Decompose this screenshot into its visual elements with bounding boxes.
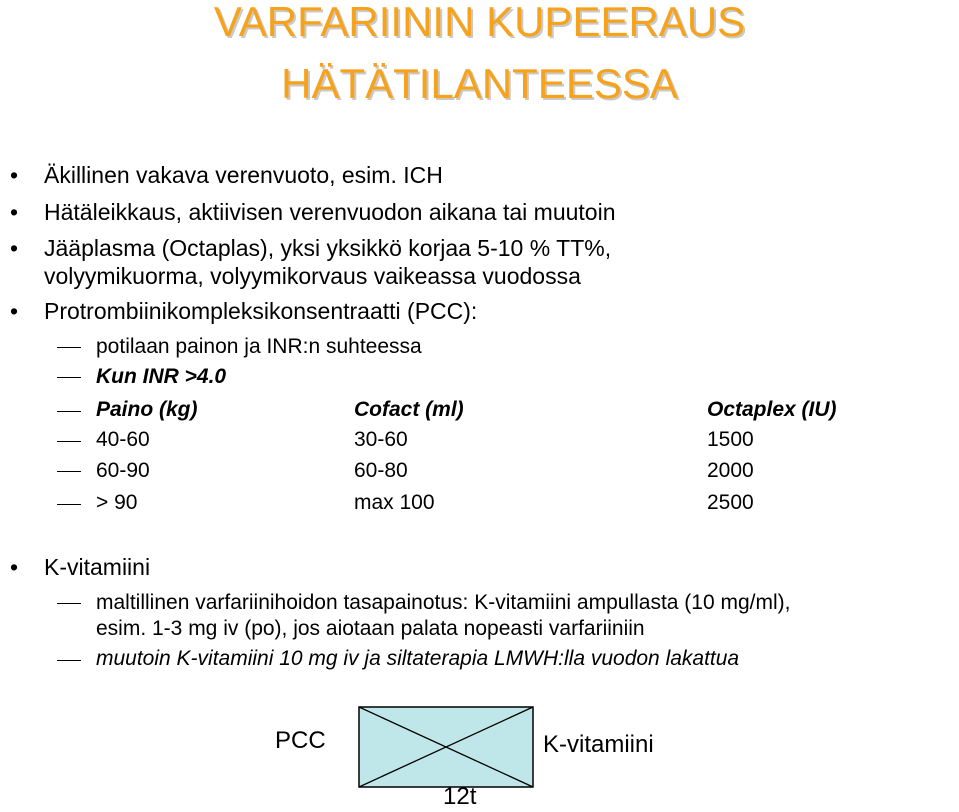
- bullet-pcc: Protrombiinikompleksikonsentraatti (PCC):: [44, 298, 478, 324]
- dash-marker: [57, 471, 81, 472]
- dash-marker: [57, 441, 81, 442]
- dash-marker: [57, 411, 81, 412]
- dash-marker: [57, 660, 81, 661]
- dash-marker: [57, 603, 81, 604]
- bullet-emergency-surgery: Hätäleikkaus, aktiivisen verenvuodon aikana tai muutoin: [44, 199, 616, 225]
- bullet-octaplas-line-1: Jääplasma (Octaplas), yksi yksikkö korjaa 5-10 % TT%,: [44, 235, 612, 261]
- table-cell-octaplex: 1500: [707, 428, 754, 451]
- pcc-sub-weight-inr: potilaan painon ja INR:n suhteessa: [96, 335, 422, 358]
- table-header-cofact: Cofact (ml): [354, 398, 464, 421]
- dash-marker: [57, 377, 81, 378]
- bullet-dot: •: [10, 298, 19, 324]
- bullet-dot: •: [10, 199, 19, 225]
- diagram-label-time: 12t: [443, 783, 477, 810]
- bullet-sudden-bleeding: Äkillinen vakava verenvuoto, esim. ICH: [44, 162, 443, 188]
- title-line-2: HÄTÄTILANTEESSA: [281, 60, 678, 107]
- bullet-vitamin-k: K-vitamiini: [44, 554, 151, 580]
- pcc-sub-inr-threshold: Kun INR >4.0: [96, 365, 227, 388]
- table-cell-weight: 40-60: [96, 428, 150, 451]
- bullet-dot: •: [10, 162, 19, 188]
- table-cell-weight: > 90: [96, 491, 138, 514]
- table-cell-octaplex: 2500: [707, 491, 754, 514]
- diagram-label-pcc: PCC: [275, 727, 326, 754]
- pcc-vitamin-k-crossover-diagram: [358, 706, 534, 788]
- table-cell-cofact: 60-80: [354, 459, 408, 482]
- diagram-label-vitamin-k: K-vitamiini: [543, 731, 654, 758]
- vitamin-k-otherwise: muutoin K-vitamiini 10 mg iv ja siltaterapia LMWH:lla vuodon lakattua: [96, 647, 740, 670]
- table-cell-cofact: max 100: [354, 491, 435, 514]
- dash-marker: [57, 504, 81, 505]
- dash-marker: [57, 347, 81, 348]
- bullet-octaplas-line-2: volyymikuorma, volyymikorvaus vaikeassa vuodossa: [44, 263, 581, 289]
- table-cell-cofact: 30-60: [354, 428, 408, 451]
- bullet-dot: •: [10, 554, 19, 580]
- vitamin-k-moderate-line-1: maltillinen varfariinihoidon tasapainotus: K-vitamiini ampullasta (10 mg/ml),: [96, 591, 791, 614]
- vitamin-k-moderate-line-2: esim. 1-3 mg iv (po), jos aiotaan palata nopeasti varfariiniin: [96, 617, 645, 640]
- bullet-dot: •: [10, 235, 19, 261]
- table-cell-weight: 60-90: [96, 459, 150, 482]
- table-header-octaplex: Octaplex (IU): [707, 398, 837, 421]
- title-line-1: VARFARIININ KUPEERAUS: [213, 0, 746, 45]
- table-header-weight: Paino (kg): [96, 398, 198, 421]
- table-cell-octaplex: 2000: [707, 459, 754, 482]
